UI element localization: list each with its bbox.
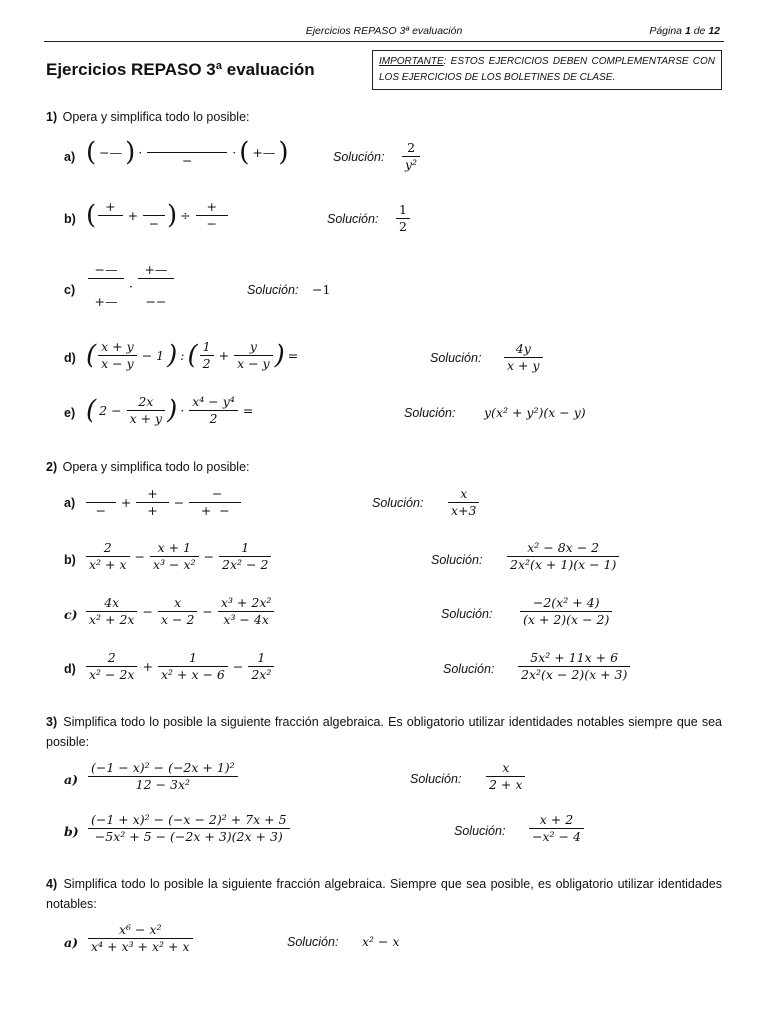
q2a-solution: $\frac{x}{x+3}$ <box>446 486 481 519</box>
q3b-solution: $\frac{x + 2}{\text{−x² − 4}}$ <box>527 812 586 845</box>
q1e-expression: ( 2 − $\frac{2x}{x + y}$ ) · $\frac{\text{x⁴ − y⁴}}{2}$ = <box>86 394 254 426</box>
page-number: Página 1 de 12 <box>649 25 720 37</box>
q2c-label: c) <box>64 607 78 622</box>
q3b-solution-label: Solución: <box>454 824 506 838</box>
q1c-solution: −1 <box>312 282 331 297</box>
q2d-expression: $\frac{2}{\text{x² − 2x}}$ + $\frac{1}{\text{x² + x − 6}}$ − $\frac{1}{\text{2x²}}$ <box>84 650 276 683</box>
q2b-expression: $\frac{2}{\text{x² + x}}$ − $\frac{x + 1}{\text{x³ − x²}}$ − $\frac{1}{\text{2x² − 2}}$ <box>84 540 273 573</box>
q1e-solution: y(x² + y²)(x − y) <box>484 405 586 420</box>
header-title: Ejercicios REPASO 3ª evaluación <box>305 25 463 37</box>
q1e-solution-label: Solución: <box>404 406 456 420</box>
q1d-expression: ( $\frac{x + y}{x - y}$ − 1 ) : ( $\frac{1}{2}$ + $\frac{y}{x - y}$ ) = <box>86 339 299 371</box>
q1e-label: e) <box>64 406 76 420</box>
q2c-solution: $\frac{\text{−2(x² + 4)}}{(x + 2)(x - 2)}$ <box>518 595 614 628</box>
q1d-solution-label: Solución: <box>430 351 482 365</box>
q1b-expression: ( + + − ) ÷ + − <box>86 199 230 232</box>
q1c-solution-label: Solución: <box>247 283 299 297</box>
important-notice: IMPORTANTE: ESTOS EJERCICIOS DEBEN COMPLEMENTARSE CON LOS EJERCICIOS DE LOS BOLETINES DE CLASE. <box>372 50 722 90</box>
q2a-label: a) <box>64 496 76 510</box>
header-divider <box>44 41 724 42</box>
q1d-label: d) <box>64 351 76 365</box>
q2a-expression: − + + + − − + − <box>84 486 243 519</box>
q3b-expression: $\frac{\text{(−1 + x)² − (−x − 2)² + 7x + 5}}{\text{−5x² + 5 − (−2x + 3)(2x + 3)}}$ <box>86 812 292 845</box>
q4a-solution-label: Solución: <box>287 935 339 949</box>
page-title: Ejercicios REPASO 3ª evaluación <box>46 60 315 79</box>
q3a-solution: $\frac{x}{2 + x}$ <box>484 760 527 793</box>
q3b-label: b) <box>64 824 79 839</box>
q2b-solution: $\frac{\text{x² − 8x − 2}}{\text{2x²(x + 1)(x − 1)}}$ <box>505 540 621 573</box>
q2d-solution-label: Solución: <box>443 662 495 676</box>
q3a-expression: $\frac{\text{(−1 − x)² − (−2x + 1)²}}{\text{12 − 3x²}}$ <box>86 760 240 793</box>
question-1: 1) Opera y simplifica todo lo posible: <box>46 110 250 124</box>
q1b-solution-label: Solución: <box>327 212 379 226</box>
page-header <box>44 25 724 41</box>
q2b-solution-label: Solución: <box>431 553 483 567</box>
question-4: 4) Simplifica todo lo posible la siguiente fracción algebraica. Siempre que sea posible, es obligatorio utilizar identidades notables: <box>46 877 722 911</box>
q1d-solution: $\frac{4y}{x + y}$ <box>502 341 545 374</box>
q4a-expression: $\frac{\text{x⁶ − x²}}{\text{x⁴ + x³ + x² + x}}$ <box>86 922 195 955</box>
q1a-expression: ( −— ) · − · ( +— ) <box>86 137 289 168</box>
question-3: 3) Simplifica todo lo posible la siguiente fracción algebraica. Es obligatorio utilizar identidades notables siempre que sea posible: <box>46 715 722 749</box>
q2c-expression: $\frac{4x}{\text{x² + 2x}}$ − $\frac{x}{x - 2}$ − $\frac{\text{x³ + 2x²}}{\text{x³ − 4x}}$ <box>84 595 276 628</box>
q1a-solution: $\frac{2}{\text{y²}}$ <box>400 140 422 173</box>
q1c-expression: −— +— · +— −− <box>86 262 176 310</box>
q1b-solution: $\frac{1}{2}$ <box>394 202 412 235</box>
question-2: 2) Opera y simplifica todo lo posible: <box>46 460 250 474</box>
q2d-label: d) <box>64 662 76 676</box>
q2c-solution-label: Solución: <box>441 607 493 621</box>
q2d-solution: $\frac{\text{5x² + 11x + 6}}{\text{2x²(x − 2)(x + 3)}}$ <box>516 650 632 683</box>
q2a-solution-label: Solución: <box>372 496 424 510</box>
q3a-solution-label: Solución: <box>410 772 462 786</box>
q4a-label: a) <box>64 935 79 950</box>
q3a-label: a) <box>64 772 79 787</box>
q1c-label: c) <box>64 283 76 297</box>
q1a-solution-label: Solución: <box>333 150 385 164</box>
q1b-label: b) <box>64 212 76 226</box>
q1a-label: a) <box>64 150 76 164</box>
q4a-solution: x² − x <box>362 934 400 949</box>
q2b-label: b) <box>64 553 76 567</box>
